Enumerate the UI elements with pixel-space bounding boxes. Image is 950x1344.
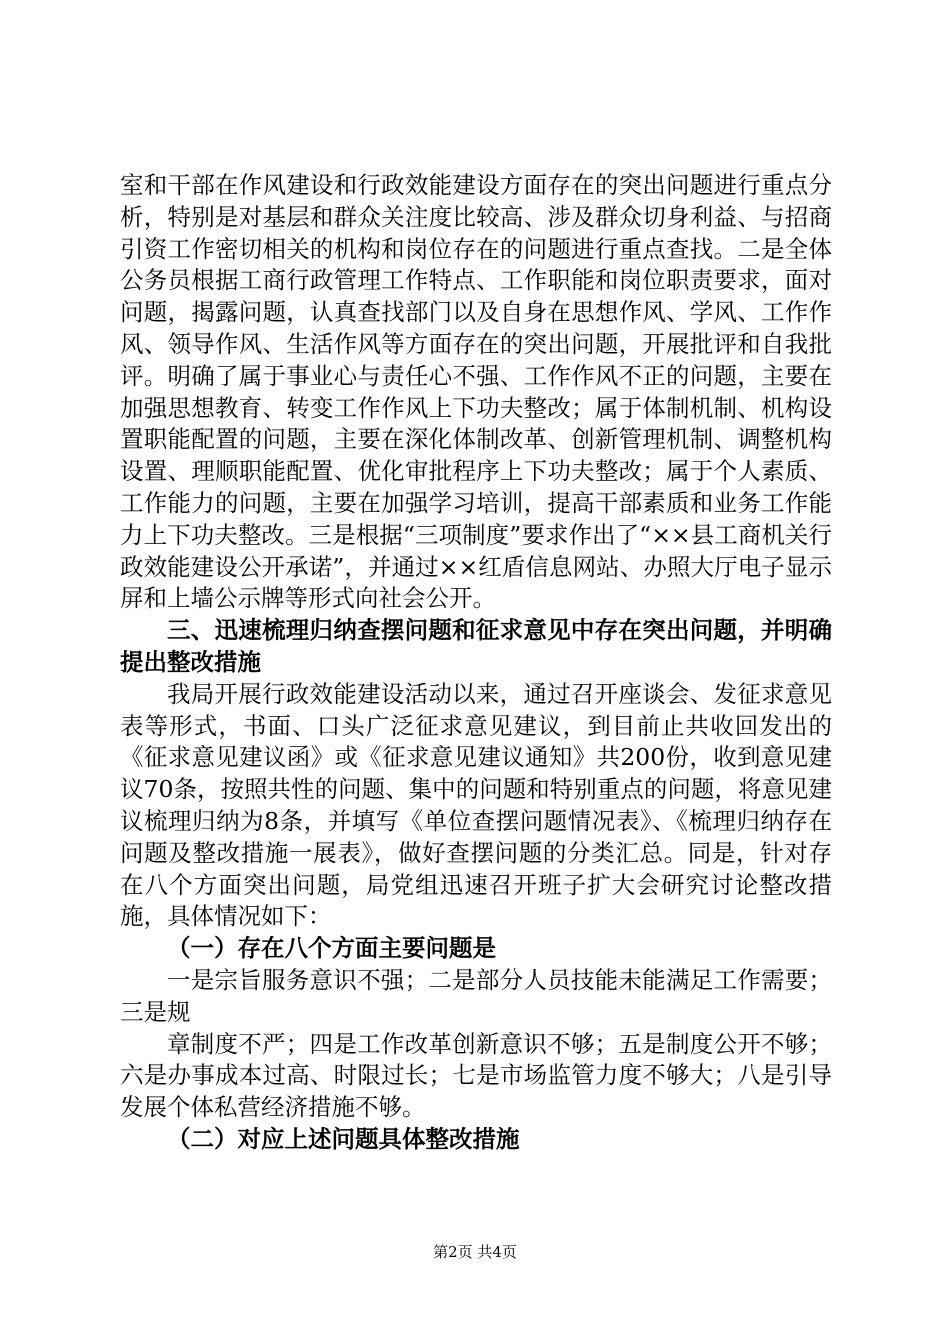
section-heading: 三、迅速梳理归纳查摆问题和征求意见中存在突出问题，并明确提出整改措施 <box>120 616 832 676</box>
body-paragraph: 一是宗旨服务意识不强；二是部分人员技能未能满足工作需要；三是规 <box>120 965 832 1026</box>
subsection-heading: （一）存在八个方面主要问题是 <box>167 934 496 963</box>
page-footer: 第2页 共4页 <box>433 1243 517 1261</box>
body-paragraph: 我局开展行政效能建设活动以来，通过召开座谈会、发征求意见表等形式，书面、口头广泛征求意见建议，到目前止共收回发出的《征求意见建议函》或《征求意见建议通知》共200份，收到意见建议70条，按照共性的问题、集中的问题和特别重点的问题，将意见建议梳理归纳为8条，并填写《单位查摆问题情况表》、《梳理归纳存在问题及整改措施一展表》，做好查摆问题的分类汇总。同是，针对存在八个方面突出问题，局党组迅速召开班子扩大会研究讨论整改措施，具体情况如下： <box>120 679 832 931</box>
body-paragraph: 室和干部在作风建设和行政效能建设方面存在的突出问题进行重点分析，特别是对基层和群众关注度比较高、涉及群众切身利益、与招商引资工作密切相关的机构和岗位存在的问题进行重点查找。二是全体公务员根据工商行政管理工作特点、工作职能和岗位职责要求，面对问题，揭露问题，认真查找部门以及自身在思想作风、学风、工作作风、领导作风、生活作风等方面存在的突出问题，开展批评和自我批评。明确了属于事业心与责任心不强、工作作风不正的问题，主要在加强思想教育、转变工作作风上下功夫整改；属于体制机制、机构设置职能配置的问题，主要在深化体制改革、创新管理机制、调整机构设置、理顺职能配置、优化审批程序上下功夫整改；属于个人素质、工作能力的问题，主要在加强学习培训，提高干部素质和业务工作能力上下功夫整改。三是根据“三项制度”要求作出了“××县工商机关行政效能建设公开承诺”，并通过××红盾信息网站、办照大厅电子显示屏和上墙公示牌等形式向社会公开。 <box>120 171 832 613</box>
subsection-heading: （二）对应上述问题具体整改措施 <box>167 1124 520 1153</box>
document-body <box>120 170 832 1156</box>
body-paragraph: 章制度不严；四是工作改革创新意识不够；五是制度公开不够；六是办事成本过高、时限过长；七是市场监管力度不够大；八是引导发展个体私营经济措施不够。 <box>120 1029 832 1122</box>
